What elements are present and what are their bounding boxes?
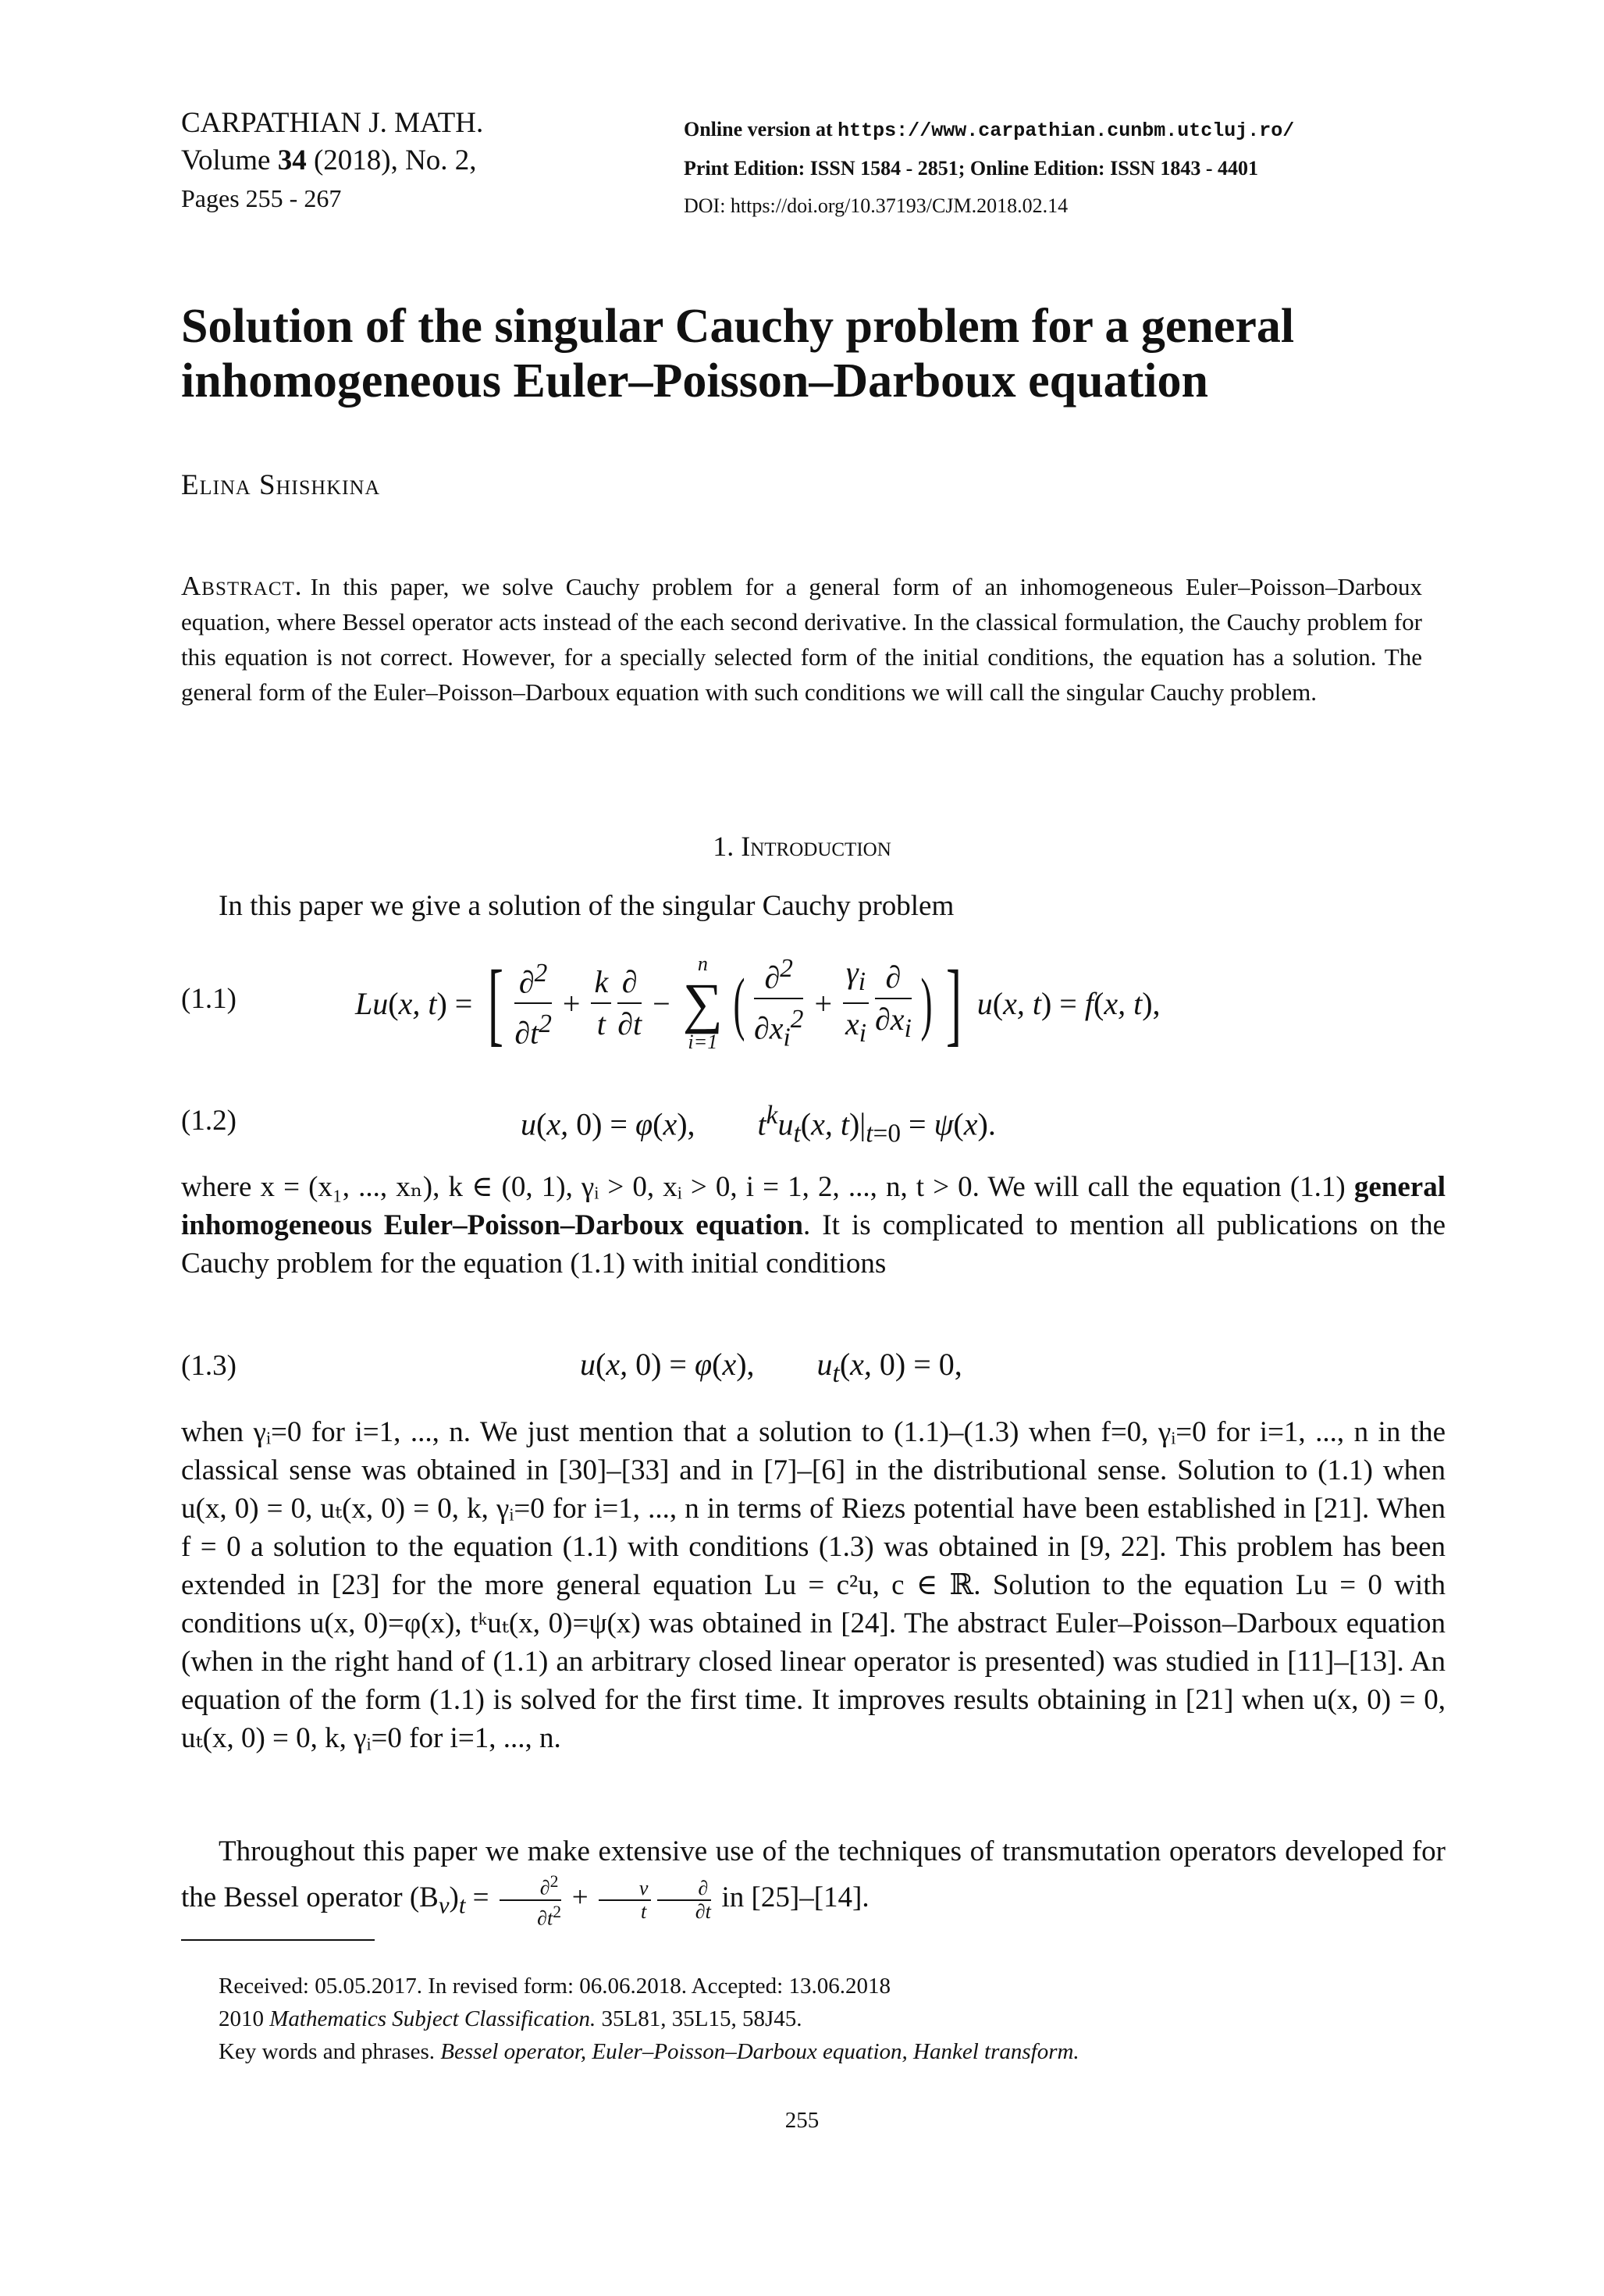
print-edition: Print Edition: ISSN 1584 - 2851; Online Edition: ISSN 1843 - 4401 xyxy=(684,157,1259,180)
footnote-rule xyxy=(181,1939,375,1941)
equation-label: (1.3) xyxy=(181,1350,237,1382)
edition-info xyxy=(684,111,1294,225)
section-heading: 1. Introduction xyxy=(713,831,891,862)
abstract xyxy=(181,568,1422,710)
journal-volume: Volume 34 (2018), No. 2, xyxy=(181,144,477,176)
abstract-label: Abstract. xyxy=(181,571,303,601)
equation-label: (1.2) xyxy=(181,1105,237,1137)
footnote-msc: 2010 Mathematics Subject Classification. 35L81, 35L15, 58J45. xyxy=(219,2006,802,2031)
page-number: 255 xyxy=(784,2108,820,2133)
online-version: Online version at https://www.carpathian.cunbm.utcluj.ro/ xyxy=(684,118,1295,142)
intro-line: In this paper we give a solution of the singular Cauchy problem xyxy=(219,890,955,922)
bold-term: general inhomogeneous Euler–Poisson–Darboux equation xyxy=(181,1171,1446,1241)
author-name: Elina Shishkina xyxy=(181,469,381,501)
journal-url-link[interactable]: https://www.carpathian.cunbm.utcluj.ro/ xyxy=(838,119,1295,142)
equation-1-3: u(x, 0) = φ(x), $u_t(x$, 0) = 0, xyxy=(580,1347,962,1388)
paragraph-2: when γᵢ=0 for i=1, ..., n. We just mention that a solution to (1.1)–(1.3) when f=0, γᵢ=0 for i=1, ..., n in the classical sense was obtained in [30]–[33] and in [7]–[6] in the distributional sense. Solution to (1.1) when u(x, 0) = 0, uₜ(x, 0) = 0, k, γᵢ=0 for i=1, ..., n in terms of Riezs potential have been established in [21]. When f = 0 a solution to the equation (1.1) with conditions (1.3) was obtained in [9, 22]. This problem has been extended in [23] for the more general equation Lu = c²u, c ∈ ℝ. Solution to the equation Lu = 0 with conditions u(x, 0)=φ(x), tᵏuₜ(x, 0)=ψ(x) was obtained in [24]. The abstract Euler–Poisson–Darboux equation (when in the right hand of (1.1) an arbitrary closed linear operator is presented) was studied in [11]–[13]. An equation of the form (1.1) is solved for the first time. It improves results obtaining in [21] when u(x, 0) = 0, uₜ(x, 0) = 0, k, γᵢ=0 for i=1, ..., n. xyxy=(181,1416,1446,1754)
footnote-keywords: Key words and phrases. Bessel operator, Euler–Poisson–Darboux equation, Hankel transform. xyxy=(219,2039,1079,2064)
equation-1-2: u(x, 0) = φ(x), $t^ku_t(x$, $t)|_{t=0} = \psi(x)$. xyxy=(521,1101,996,1148)
equation-1-1: Lu ( x, t ) = [ $\frac{\partial^2}{\partial t^2}$ + $\frac{k}{t}$ $\frac{\partial}{\partial t}$ − n ∑ i=1 ( $\frac{\partial^2}{\partial x_i^2}$ + $\frac{\gamma_i}{x_i}$ $\frac{\partial}{\partial x_i}$ ) ] u ( x, t ) = f ( x, t ), xyxy=(355,937,1161,1070)
journal-header xyxy=(181,105,483,217)
footnote-received: Received: 05.05.2017. In revised form: 06.06.2018. Accepted: 13.06.2018 xyxy=(219,1974,891,1999)
journal-name: CARPATHIAN J. MATH. xyxy=(181,107,484,139)
paragraph-3: Throughout this paper we make extensive use of the techniques of transmutation operators developed for the Bessel operator $(B_\nu)_t$ = $\frac{\partial^2}{\partial t^2}$ + $\frac{\nu}{t}$ $\frac{\partial}{\partial t}$ in [25]–[14]. xyxy=(181,1835,1446,1930)
equation-label: (1.1) xyxy=(181,983,237,1015)
abstract-text: In this paper, we solve Cauchy problem for a general form of an inhomogeneous Euler–Poisson–Darboux equation, where Bessel operator acts instead of the each second derivative. In the classical formulation, the Cauchy problem for this equation is not correct. However, for a specially selected form of the initial conditions, the equation has a solution. The general form of the Euler–Poisson–Darboux equation with such conditions we will call the singular Cauchy problem. xyxy=(181,573,1422,706)
journal-pages: Pages 255 - 267 xyxy=(181,184,342,212)
doi-link[interactable]: DOI: https://doi.org/10.37193/CJM.2018.02.14 xyxy=(684,194,1069,217)
paper-title: Solution of the singular Cauchy problem for a general inhomogeneous Euler–Poisson–Darboux equation xyxy=(181,300,1295,408)
paragraph-1: where x = (x₁, ..., xₙ), k ∈ (0, 1), γᵢ > 0, xᵢ > 0, i = 1, 2, ..., n, t > 0. We will call the equation (1.1) general inhomogeneous Euler–Poisson–Darboux equation. It is complicated to mention all publications on the Cauchy problem for the equation (1.1) with initial conditions xyxy=(181,1171,1446,1280)
